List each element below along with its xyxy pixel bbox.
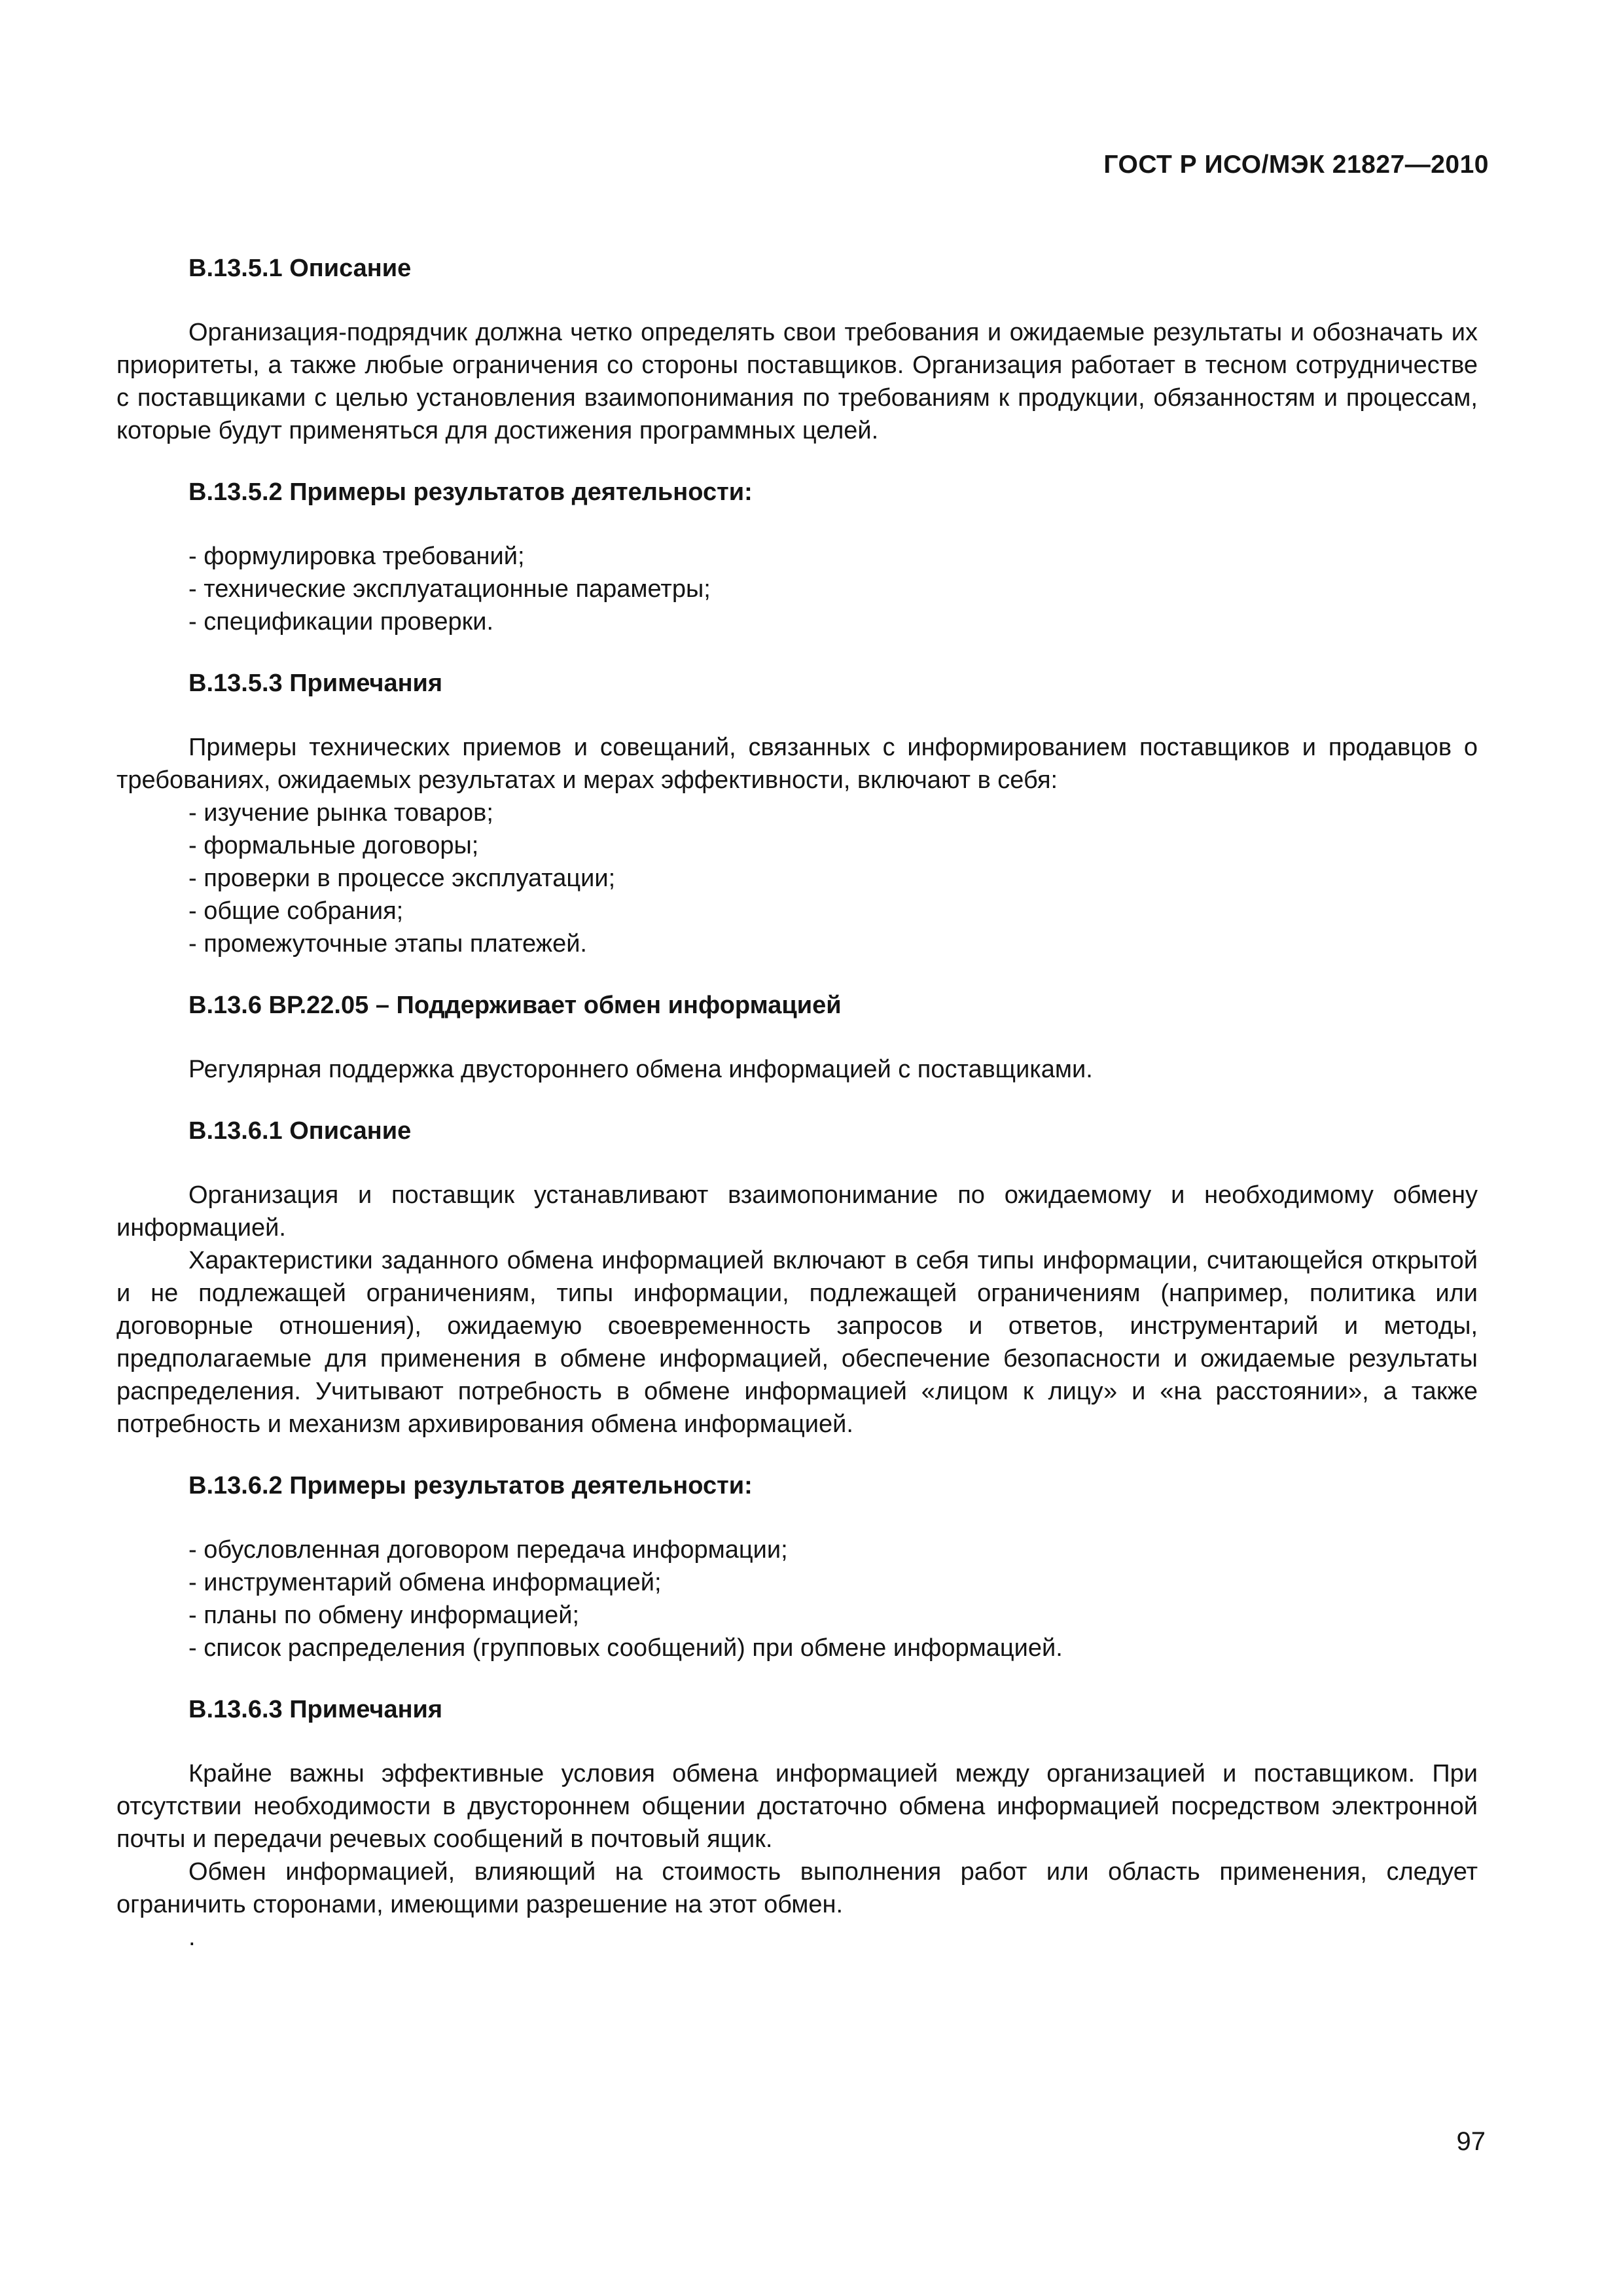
section-heading-b1362: В.13.6.2 Примеры результатов деятельности: <box>188 1472 753 1499</box>
section-heading-b1353: В.13.5.3 Примечания <box>188 670 443 697</box>
list-item: - планы по обмену информацией; <box>188 1602 579 1629</box>
paragraph-b1363-2: Обмен информацией, влияющий на стоимость выполнения работ или область применения, следует ограничить сторонами, имеющими разрешение на этот обмен. <box>116 1858 1478 1918</box>
list-b1353 <box>116 797 1478 960</box>
list-item: - проверки в процессе эксплуатации; <box>188 865 616 892</box>
paragraph-b1351: Организация-подрядчик должна четко определять свои требования и ожидаемые результаты и обозначать их приоритеты, а также любые ограничения со стороны поставщиков. Организация работает в тесном сотрудничестве с поставщиками с целью установления взаимопонимания по требованиям к продукции, обязанностям и процессам, которые будут применяться для достижения программных целей. <box>116 319 1478 444</box>
standard-header: ГОСТ Р ИСО/МЭК 21827—2010 <box>1103 151 1489 179</box>
list-item: - обусловленная договором передача информации; <box>188 1536 788 1564</box>
list-item: - технические эксплуатационные параметры; <box>188 575 711 603</box>
section-heading-b1361: В.13.6.1 Описание <box>188 1117 412 1145</box>
paragraph-b136: Регулярная поддержка двустороннего обмена информацией с поставщиками. <box>188 1056 1093 1083</box>
section-heading-b1352: В.13.5.2 Примеры результатов деятельности: <box>188 478 753 506</box>
page-number: 97 <box>1456 2127 1486 2156</box>
paragraph-b1361-1: Организация и поставщик устанавливают взаимопонимание по ожидаемому и необходимому обмену информацией. <box>116 1181 1478 1242</box>
list-item: - изучение рынка товаров; <box>188 799 493 827</box>
trailing-dot: . <box>188 1924 196 1951</box>
list-b1362 <box>116 1534 1478 1664</box>
list-item: - промежуточные этапы платежей. <box>188 930 587 958</box>
list-item: - список распределения (групповых сообщений) при обмене информацией. <box>188 1634 1063 1662</box>
paragraph-b1363-1: Крайне важны эффективные условия обмена информацией между организацией и поставщиком. При отсутствии необходимости в двустороннем общении достаточно обмена информацией посредством электронной почты и передачи речевых сообщений в почтовый ящик. <box>116 1760 1478 1853</box>
list-item: - формулировка требований; <box>188 543 525 570</box>
list-item: - формальные договоры; <box>188 832 479 859</box>
section-heading-b1351: В.13.5.1 Описание <box>188 255 412 282</box>
list-b1352 <box>116 540 1478 638</box>
document-body <box>116 252 1478 1954</box>
list-item: - инструментарий обмена информацией; <box>188 1569 662 1596</box>
paragraph-b1353: Примеры технических приемов и совещаний, связанных с информированием поставщиков и продавцов о требованиях, ожидаемых результатах и мерах эффективности, включают в себя: <box>116 734 1478 794</box>
section-heading-b1363: В.13.6.3 Примечания <box>188 1696 443 1723</box>
list-item: - общие собрания; <box>188 897 404 925</box>
section-heading-b136: В.13.6 ВР.22.05 – Поддерживает обмен информацией <box>188 992 842 1019</box>
paragraph-b1361-2: Характеристики заданного обмена информацией включают в себя типы информации, считающейся открытой и не подлежащей ограничениям, типы информации, подлежащей ограничениям (например, политика или договорные отношения), ожидаемую своевременность запросов и ответов, инструментарий и методы, предполагаемые для применения в обмене информацией, обеспечение безопасности и ожидаемые результаты распределения. Учитывают потребность в обмене информацией «лицом к лицу» и «на расстоянии», а также потребность и механизм архивирования обмена информацией. <box>116 1247 1478 1438</box>
list-item: - спецификации проверки. <box>188 608 494 636</box>
